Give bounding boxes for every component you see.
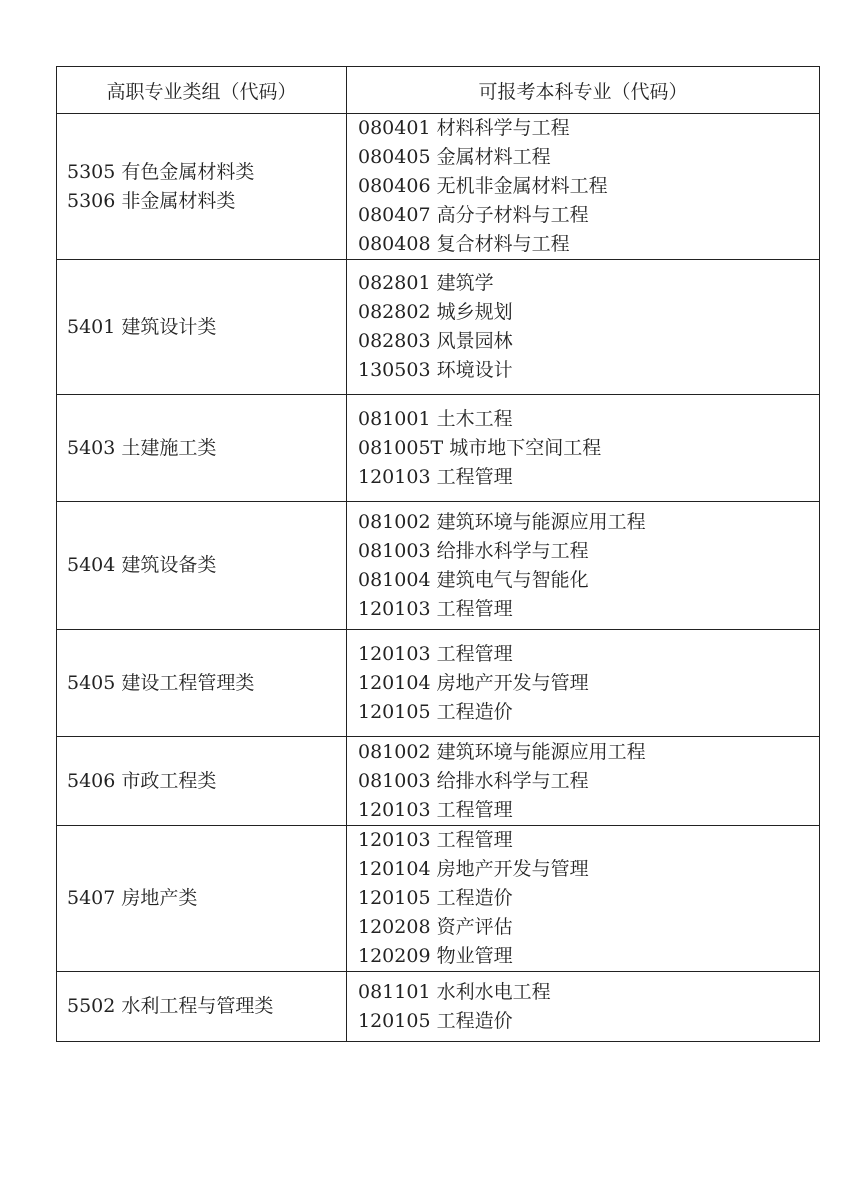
group-cell xyxy=(57,502,347,630)
major-label: 081101 水利水电工程 xyxy=(358,980,551,1003)
table-header-row xyxy=(57,67,820,114)
major-label: 080408 复合材料与工程 xyxy=(358,233,570,255)
group-label: 5405 建设工程管理类 xyxy=(67,671,255,694)
table-row xyxy=(57,630,820,737)
group-label: 5401 建筑设计类 xyxy=(67,315,217,338)
major-cell xyxy=(347,630,820,737)
major-label: 120105 工程造价 xyxy=(358,1009,513,1032)
major-label: 120209 物业管理 xyxy=(358,945,513,967)
group-cell xyxy=(57,114,347,260)
table-row xyxy=(57,395,820,502)
major-label: 120103 工程管理 xyxy=(358,829,513,851)
group-label: 5407 房地产类 xyxy=(67,887,198,909)
major-cell xyxy=(347,737,820,826)
major-label: 082803 风景园林 xyxy=(358,330,513,352)
major-label: 081002 建筑环境与能源应用工程 xyxy=(358,510,646,533)
major-cell xyxy=(347,260,820,395)
major-label: 082802 城乡规划 xyxy=(358,301,513,323)
major-label: 081003 给排水科学与工程 xyxy=(358,769,589,792)
major-label: 120103 工程管理 xyxy=(358,798,513,821)
major-label: 080406 无机非金属材料工程 xyxy=(358,175,608,197)
header-major-column: 可报考本科专业（代码） xyxy=(347,67,820,114)
major-label: 120104 房地产开发与管理 xyxy=(358,858,589,880)
group-cell xyxy=(57,630,347,737)
major-label: 080405 金属材料工程 xyxy=(358,146,551,168)
major-label: 081001 土木工程 xyxy=(358,407,513,430)
group-cell xyxy=(57,826,347,972)
group-cell xyxy=(57,737,347,826)
header-group-column: 高职专业类组（代码） xyxy=(57,67,347,114)
major-label: 130503 环境设计 xyxy=(358,359,513,381)
group-label: 5404 建筑设备类 xyxy=(67,554,217,576)
group-label: 5305 有色金属材料类 xyxy=(67,160,255,183)
major-cell xyxy=(347,502,820,630)
table-row xyxy=(57,972,820,1042)
group-cell xyxy=(57,972,347,1042)
major-cell xyxy=(347,826,820,972)
major-cell xyxy=(347,395,820,502)
major-label: 081003 给排水科学与工程 xyxy=(358,539,589,562)
group-cell xyxy=(57,395,347,502)
group-label: 5403 土建施工类 xyxy=(67,436,217,459)
major-label: 120104 房地产开发与管理 xyxy=(358,671,589,694)
major-label: 120208 资产评估 xyxy=(358,916,513,938)
major-cell xyxy=(347,972,820,1042)
major-label: 082801 建筑学 xyxy=(358,272,494,294)
table-row xyxy=(57,114,820,260)
major-label: 081005T 城市地下空间工程 xyxy=(358,436,602,459)
major-label: 120103 工程管理 xyxy=(358,465,513,488)
major-label: 120103 工程管理 xyxy=(358,597,513,620)
group-cell xyxy=(57,260,347,395)
major-label: 081002 建筑环境与能源应用工程 xyxy=(358,740,646,763)
major-label: 080401 材料科学与工程 xyxy=(358,117,570,139)
group-label: 5502 水利工程与管理类 xyxy=(67,995,274,1017)
major-label: 081004 建筑电气与智能化 xyxy=(358,568,589,591)
group-label: 5306 非金属材料类 xyxy=(67,189,236,212)
major-label: 120105 工程造价 xyxy=(358,700,513,723)
major-label: 120105 工程造价 xyxy=(358,887,513,909)
table-row xyxy=(57,260,820,395)
group-label: 5406 市政工程类 xyxy=(67,769,217,792)
table-row xyxy=(57,502,820,630)
major-cell xyxy=(347,114,820,260)
table-row xyxy=(57,737,820,826)
major-label: 080407 高分子材料与工程 xyxy=(358,204,589,226)
table-body xyxy=(57,114,820,1042)
major-mapping-table xyxy=(56,66,820,1042)
table-row xyxy=(57,826,820,972)
major-label: 120103 工程管理 xyxy=(358,642,513,665)
